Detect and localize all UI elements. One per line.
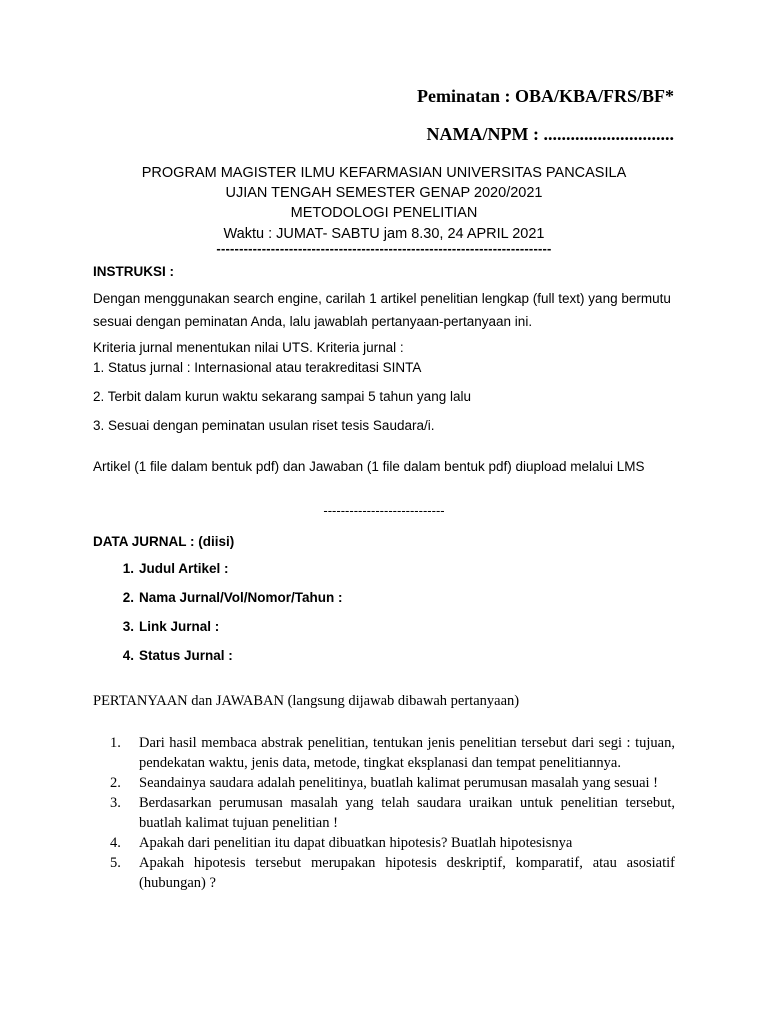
question-item [110, 853, 675, 893]
item-label: Nama Jurnal/Vol/Nomor/Tahun : [139, 590, 343, 605]
question-text: Dari hasil membaca abstrak penelitian, tentukan jenis penelitian tersebut dari segi : tujuan, pendekatan waktu, jenis data, metode, tingkat eksplanasi dan tempat penelitiannya. [139, 735, 675, 771]
criteria-intro: Kriteria jurnal menentukan nilai UTS. Kriteria jurnal : [93, 340, 404, 355]
peminatan-line: Peminatan : OBA/KBA/FRS/BF* [416, 86, 674, 106]
data-jurnal-heading: DATA JURNAL : (diisi) [93, 534, 235, 549]
nama-npm-line: NAMA/NPM : ............................. [426, 124, 674, 144]
item-label: Link Jurnal : [139, 619, 220, 634]
question-item [110, 793, 675, 833]
instructions-paragraph: Dengan menggunakan search engine, carilah 1 artikel penelitian lengkap (full text) yang bermutu sesuai dengan peminatan Anda, lalu jawablah pertanyaan-pertanyaan ini. [93, 291, 671, 329]
question-number: 1. [110, 735, 121, 751]
criteria-2: 2. Terbit dalam kurun waktu sekarang sampai 5 tahun yang lalu [93, 389, 471, 404]
item-number: 4. [122, 648, 134, 663]
question-item [110, 773, 675, 793]
criteria-1: 1. Status jurnal : Internasional atau terakreditasi SINTA [93, 360, 422, 375]
item-number: 2. [122, 590, 134, 605]
question-number: 4. [110, 835, 121, 851]
item-number: 3. [122, 619, 134, 634]
questions-list [110, 733, 675, 893]
question-text: Seandainya saudara adalah penelitinya, buatlah kalimat perumusan masalah yang sesuai ! [139, 775, 658, 791]
question-item [110, 733, 675, 773]
exam-time: Waktu : JUMAT- SABTU jam 8.30, 24 APRIL 2021 [223, 226, 545, 242]
question-number: 3. [110, 795, 121, 811]
question-text: Apakah dari penelitian itu dapat dibuatkan hipotesis? Buatlah hipotesisnya [139, 835, 573, 851]
section-separator: ---------------------------- [323, 503, 445, 518]
exam-title: UJIAN TENGAH SEMESTER GENAP 2020/2021 [225, 185, 543, 201]
criteria-3: 3. Sesuai dengan peminatan usulan riset tesis Saudara/i. [93, 418, 435, 433]
question-number: 5. [110, 855, 121, 871]
question-number: 2. [110, 775, 121, 791]
question-text: Berdasarkan perumusan masalah yang telah saudara uraikan untuk penelitian tersebut, buatlah kalimat tujuan penelitian ! [139, 795, 675, 831]
question-item [110, 833, 675, 853]
upload-instruction: Artikel (1 file dalam bentuk pdf) dan Jawaban (1 file dalam bentuk pdf) diupload melalui LMS [93, 459, 645, 474]
item-number: 1. [122, 561, 134, 576]
question-text: Apakah hipotesis tersebut merupakan hipotesis deskriptif, komparatif, atau asosiatif (hubungan) ? [139, 855, 675, 891]
course-title: METODOLOGI PENELITIAN [290, 205, 478, 221]
program-title: PROGRAM MAGISTER ILMU KEFARMASIAN UNIVERSITAS PANCASILA [141, 165, 627, 181]
title-separator: -------------------------------------------------------------------------- [216, 241, 552, 256]
item-label: Status Jurnal : [139, 648, 233, 663]
questions-heading: PERTANYAAN dan JAWABAN (langsung dijawab dibawah pertanyaan) [93, 693, 520, 709]
instructions-heading: INSTRUKSI : [93, 264, 174, 279]
item-label: Judul Artikel : [139, 561, 229, 576]
